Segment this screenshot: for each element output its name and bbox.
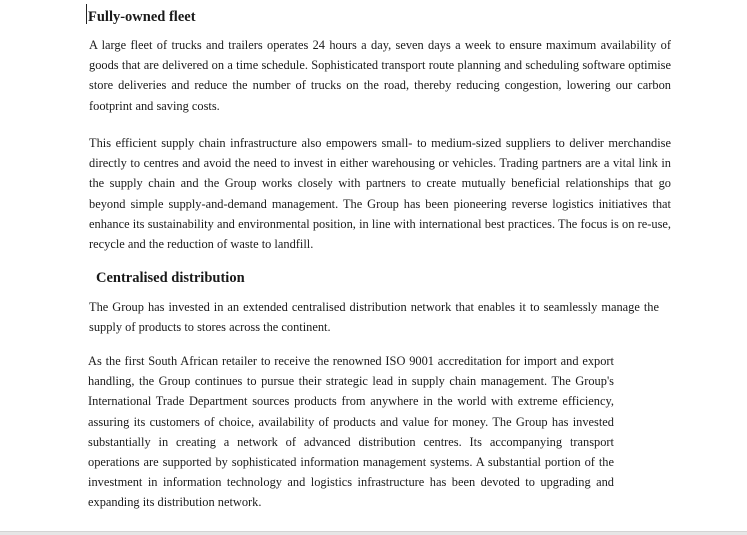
page-bottom-edge	[0, 531, 747, 535]
paragraph-distribution-network: The Group has invested in an extended centralised distribution network that enables it to seamlessly manage the supply of products to stores across the continent.	[89, 300, 659, 335]
section-heading-fully-owned-fleet: Fully-owned fleet	[88, 9, 196, 25]
text-cursor	[86, 4, 87, 24]
section-heading-centralised-distribution: Centralised distribution	[96, 270, 245, 286]
paragraph-iso-accreditation: As the first South African retailer to receive the renowned ISO 9001 accreditation for import and export handling, the Group continues to pursue their strategic lead in supply chain management. The Group's International Trade Department sources products from anywhere in the world with extreme efficiency, assuring its customers of choice, availability of products and value for money. The Group has invested substantially in creating a network of advanced distribution centres. Its accompanying transport operations are supported by sophisticated information management systems. A substantial portion of the investment in information technology and logistics infrastructure has been devoted to upgrading and expanding its distribution network.	[88, 354, 614, 510]
paragraph-fleet-operations: A large fleet of trucks and trailers operates 24 hours a day, seven days a week to ensure maximum availability of goods that are delivered on a time schedule. Sophisticated transport route planning and scheduling software optimise store deliveries and reduce the number of trucks on the road, thereby reducing congestion, lowering our carbon footprint and saving costs.	[89, 38, 671, 113]
paragraph-supply-chain-infrastructure: This efficient supply chain infrastructure also empowers small- to medium-sized suppliers to deliver merchandise directly to centres and avoid the need to invest in either warehousing or vehicles. Trading partners are a vital link in the supply chain and the Group works closely with partners to create mutually beneficial relationships that go beyond simple supply-and-demand management. The Group has been pioneering reverse logistics initiatives that enhance its sustainability and environmental position, in line with international best practices. The focus is on re-use, recycle and the reduction of waste to landfill.	[89, 136, 671, 252]
